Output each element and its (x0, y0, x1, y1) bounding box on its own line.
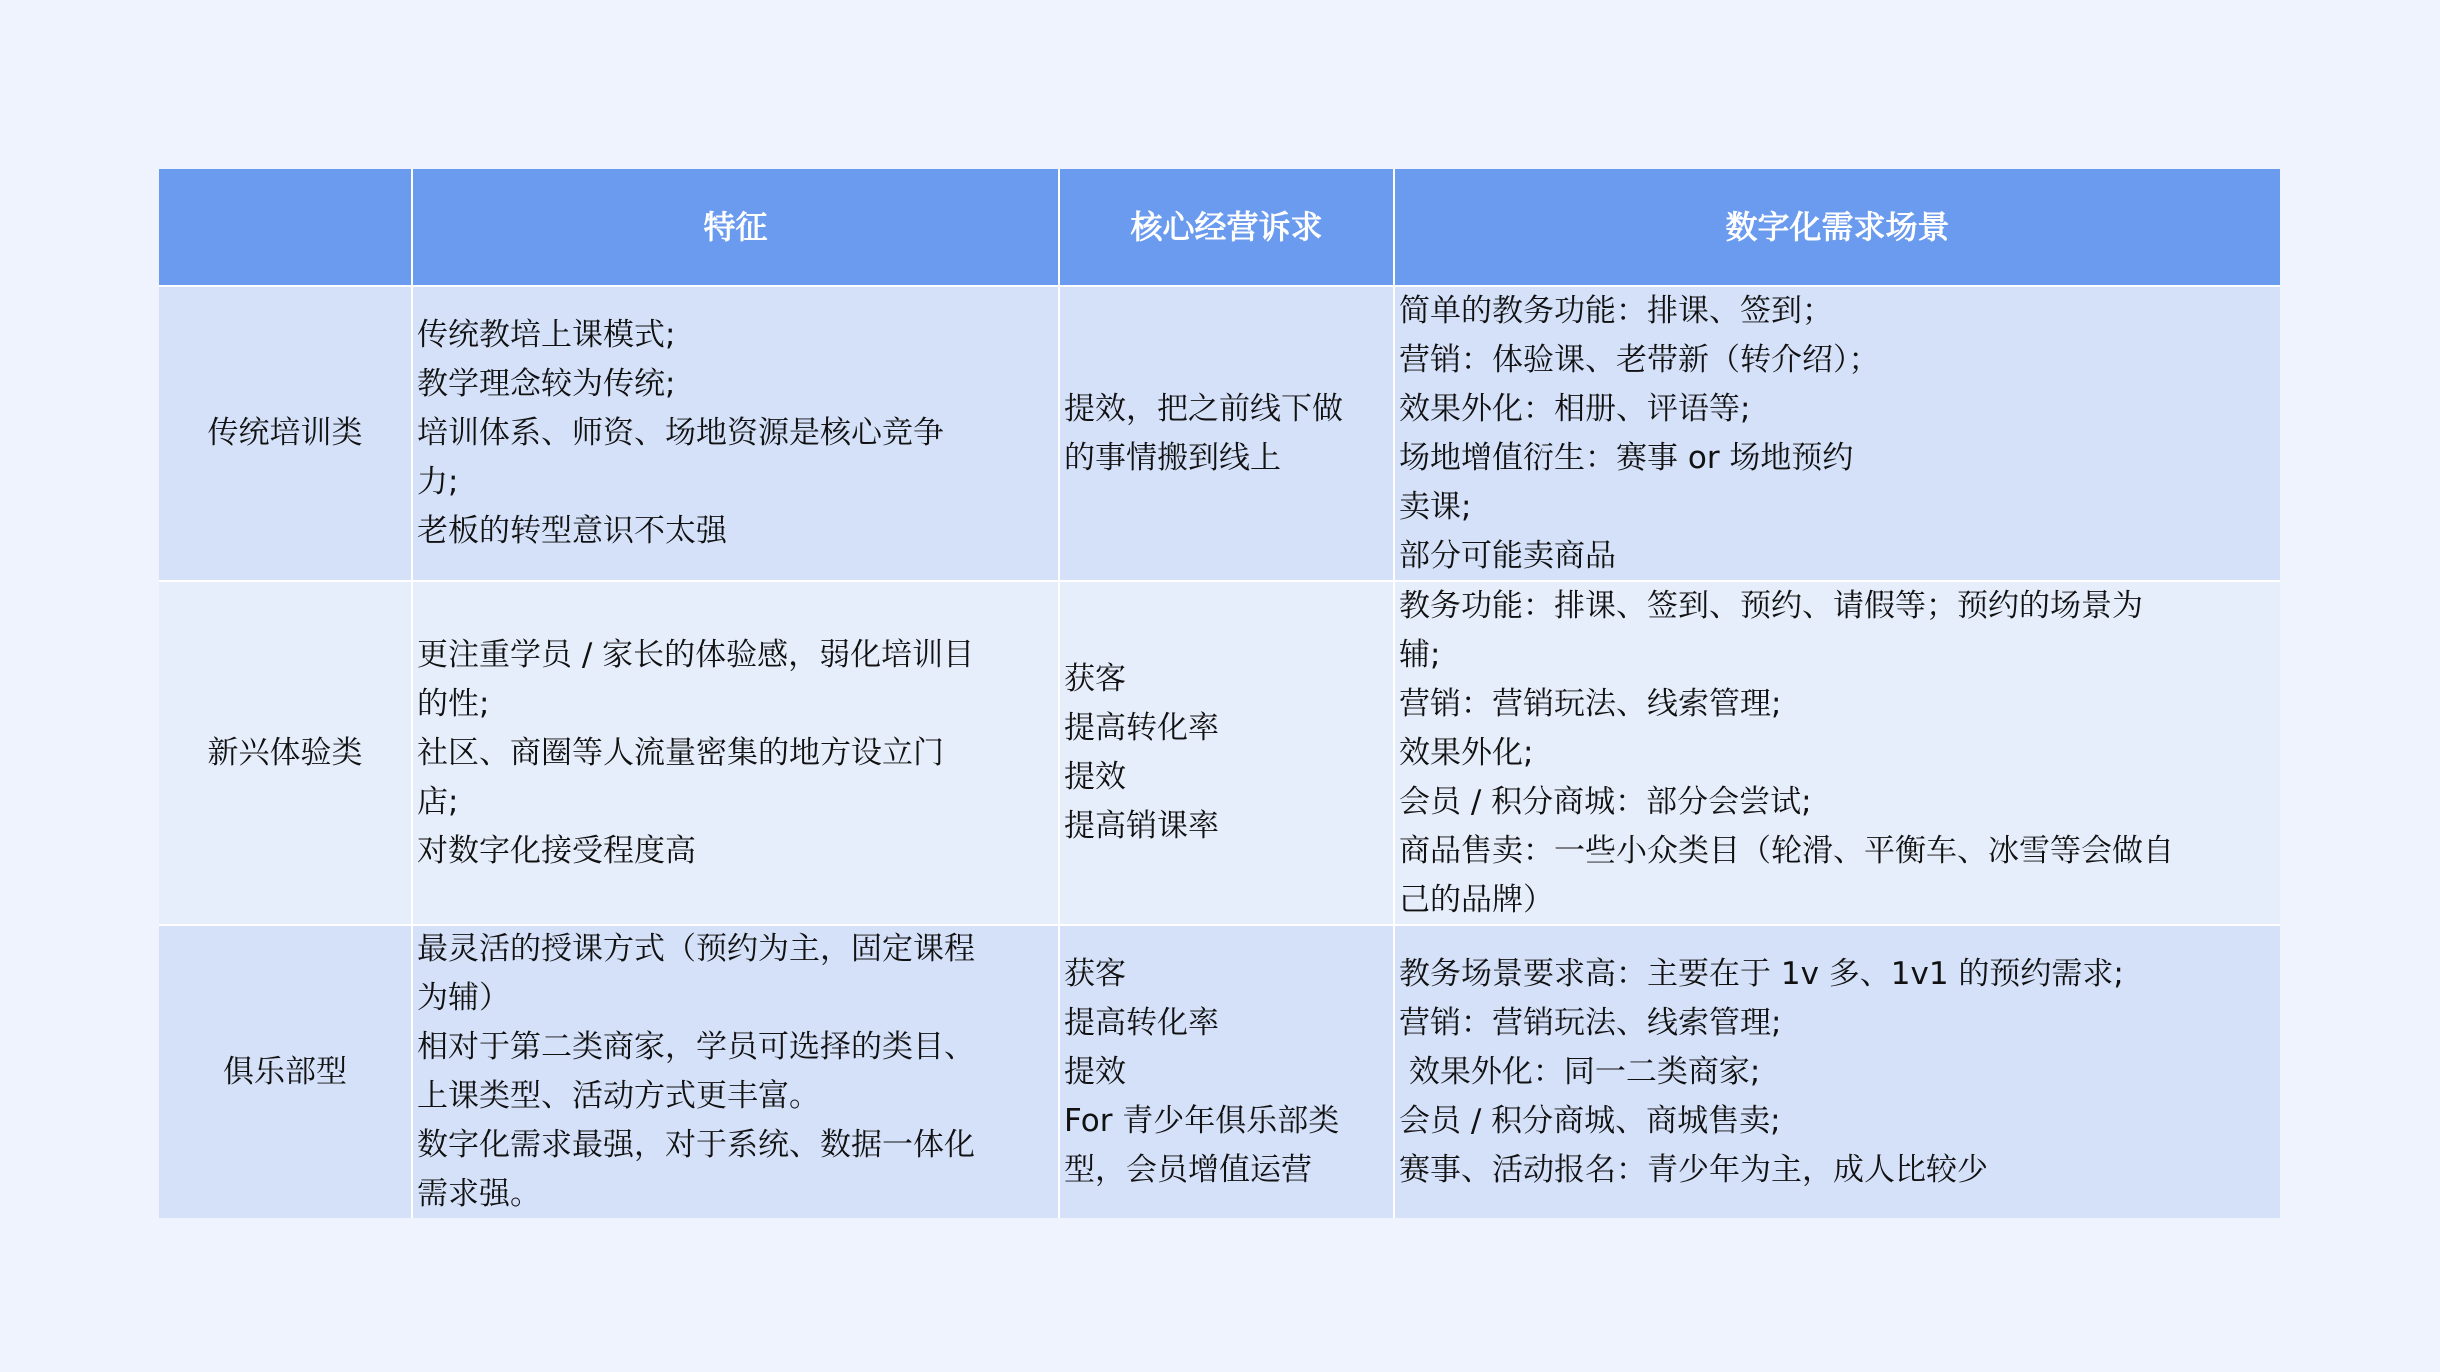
header-cell-features: 特征 (413, 169, 1060, 287)
scenario-line: 教务功能：排课、签到、预约、请假等；预约的场景为 (1399, 587, 2143, 624)
demand-line: 提效 (1064, 759, 1126, 795)
feature-line: 传统教培上课模式; (417, 317, 676, 353)
feature-line: 培训体系、师资、场地资源是核心竞争 (417, 415, 944, 451)
demand-line: 提高销课率 (1064, 808, 1219, 844)
feature-line: 数字化需求最强，对于系统、数据一体化 (417, 1127, 975, 1163)
scenario-line: 赛事、活动报名：青少年为主，成人比较少 (1399, 1151, 1988, 1188)
scenario-line: 简单的教务功能：排课、签到； (1399, 292, 1833, 329)
scenario-line: 场地增值衍生：赛事 or 场地预约 (1399, 439, 1854, 476)
row-scenarios-traditional (1395, 287, 2280, 582)
demand-line: 提效，把之前线下做 (1064, 390, 1343, 427)
demand-line: 提效 (1064, 1053, 1126, 1090)
feature-line: 上课类型、活动方式更丰富。 (417, 1078, 820, 1114)
demand-line: 提高转化率 (1064, 1004, 1219, 1041)
demand-line: For 青少年俱乐部类 (1064, 1102, 1340, 1139)
scenario-line: 效果外化：相册、评语等; (1399, 390, 1751, 427)
scenario-line: 商品售卖：一些小众类目（轮滑、平衡车、冰雪等会做自 (1399, 832, 2174, 869)
scenario-line: 部分可能卖商品 (1399, 537, 1616, 574)
header-cell-empty (159, 169, 413, 287)
row-category-club: 俱乐部型 (159, 926, 413, 1218)
feature-line: 教学理念较为传统; (417, 366, 676, 402)
scenario-line: 会员 / 积分商城、商城售卖; (1399, 1102, 1781, 1139)
feature-line: 更注重学员 / 家长的体验感，弱化培训目 (417, 636, 975, 673)
feature-line: 对数字化接受程度高 (417, 832, 696, 869)
demand-line: 获客 (1064, 661, 1126, 697)
scenario-line: 效果外化; (1399, 734, 1534, 771)
demand-line: 提高转化率 (1064, 710, 1219, 746)
row-demands-club (1060, 926, 1395, 1218)
row-features-traditional (413, 287, 1060, 582)
header-cell-core-demands: 核心经营诉求 (1060, 169, 1395, 287)
feature-line: 社区、商圈等人流量密集的地方设立门 (417, 734, 944, 771)
row-demands-emerging (1060, 582, 1395, 926)
feature-line: 相对于第二类商家，学员可选择的类目、 (417, 1029, 975, 1065)
scenario-line: 教务场景要求高：主要在于 1v 多、1v1 的预约需求; (1399, 955, 2124, 992)
scenario-line: 辅; (1399, 636, 1441, 673)
demand-line: 型，会员增值运营 (1064, 1151, 1312, 1188)
row-features-emerging (413, 582, 1060, 926)
scenario-line: 营销：营销玩法、线索管理; (1399, 685, 1782, 722)
scenario-line: 卖课; (1399, 488, 1472, 525)
feature-line: 需求强。 (417, 1176, 541, 1212)
demand-line: 的事情搬到线上 (1064, 439, 1281, 476)
row-category-traditional: 传统培训类 (159, 287, 413, 582)
feature-line: 店; (417, 783, 459, 820)
comparison-table (159, 169, 2280, 1218)
scenario-line: 己的品牌） (1399, 881, 1554, 918)
row-scenarios-emerging (1395, 582, 2280, 926)
header-cell-digital-scenarios: 数字化需求场景 (1395, 169, 2280, 287)
demand-line: 获客 (1064, 955, 1126, 992)
row-scenarios-club (1395, 926, 2280, 1218)
row-demands-traditional (1060, 287, 1395, 582)
scenario-line: 营销：体验课、老带新（转介绍）； (1399, 341, 1880, 378)
feature-line: 老板的转型意识不太强 (417, 513, 727, 549)
scenario-line: 效果外化：同一二类商家; (1399, 1053, 1761, 1090)
feature-line: 为辅） (417, 980, 510, 1016)
feature-line: 力; (417, 464, 459, 500)
scenario-line: 营销：营销玩法、线索管理; (1399, 1004, 1782, 1041)
row-features-club (413, 926, 1060, 1218)
row-category-emerging: 新兴体验类 (159, 582, 413, 926)
scenario-line: 会员 / 积分商城：部分会尝试; (1399, 783, 1812, 820)
feature-line: 最灵活的授课方式（预约为主，固定课程 (417, 931, 975, 967)
feature-line: 的性; (417, 685, 490, 722)
